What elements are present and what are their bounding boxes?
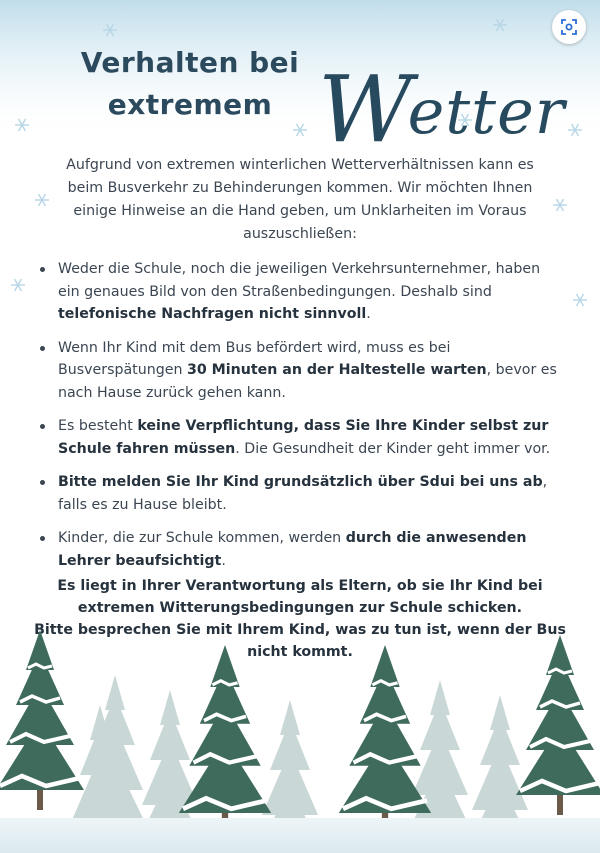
item-text: Weder die Schule, noch die jeweiligen Verkehrsunternehmer, haben ein genaues Bild von den Straßenbedingungen. Deshalb sind (58, 261, 541, 300)
item-text: . Die Gesundheit der Kinder geht immer vor. (235, 440, 551, 457)
title-line-2: extremem (107, 88, 273, 121)
title-script-rest: etter (407, 75, 566, 148)
item-text: Wenn Ihr Kind mit dem Bus befördert wird, muss es bei Busverspätungen (58, 339, 451, 378)
item-emphasis: telefonische Nachfragen nicht sinnvoll (58, 306, 367, 322)
title-script-word (318, 48, 566, 163)
bullet-dot (40, 536, 45, 541)
visual-search-button[interactable] (552, 10, 586, 44)
list-item (40, 258, 560, 326)
item-emphasis: durch die anwesenden Lehrer beaufsichtigt (58, 530, 527, 569)
page-title (60, 42, 320, 126)
visual-search-icon (560, 18, 578, 36)
item-text: Kinder, die zur Schule kommen, werden (58, 530, 346, 546)
item-text: . (366, 306, 371, 322)
item-emphasis: 30 Minuten an der Haltestelle warten (186, 362, 487, 378)
closing-line-1: Es liegt in Ihrer Verantwortung als Eltern, ob sie Ihr Kind bei extremen Witterungsbedingungen zur Schule schicken. (57, 578, 543, 616)
list-item (40, 527, 560, 572)
bullet-dot (40, 424, 45, 429)
title-line-1: Verhalten bei (80, 46, 300, 79)
list-item (40, 471, 560, 516)
item-text: Es besteht (58, 418, 138, 434)
closing-line-2: Bitte besprechen Sie mit Ihrem Kind, was zu tun ist, wenn der Bus nicht kommt. (34, 622, 566, 660)
intro-paragraph: Aufgrund von extremen winterlichen Wetterverhältnissen kann es beim Busverkehr zu Behinderungen kommen. Wir möchten Ihnen einige Hinweise an die Hand geben, um Unklarheiten im Voraus auszuschließen: (66, 157, 534, 242)
item-text: , falls es zu Hause bleibt. (58, 474, 548, 513)
list-item (40, 337, 560, 405)
bullet-dot (40, 267, 45, 272)
bullet-dot (40, 346, 45, 351)
item-text: . (221, 552, 226, 569)
snowy-pine-trees (0, 620, 600, 853)
item-text: , bevor es nach Hause zurück gehen kann. (58, 362, 557, 401)
hint-list (40, 258, 560, 583)
item-emphasis: keine Verpflichtung, dass Sie Ihre Kinder selbst zur Schule fahren müssen (58, 418, 549, 457)
title-script-initial: W (318, 56, 414, 163)
item-emphasis: Bitte melden Sie Ihr Kind grundsätzlich über Sdui bei uns ab (58, 474, 543, 490)
list-item (40, 415, 560, 460)
bullet-dot (40, 480, 45, 485)
